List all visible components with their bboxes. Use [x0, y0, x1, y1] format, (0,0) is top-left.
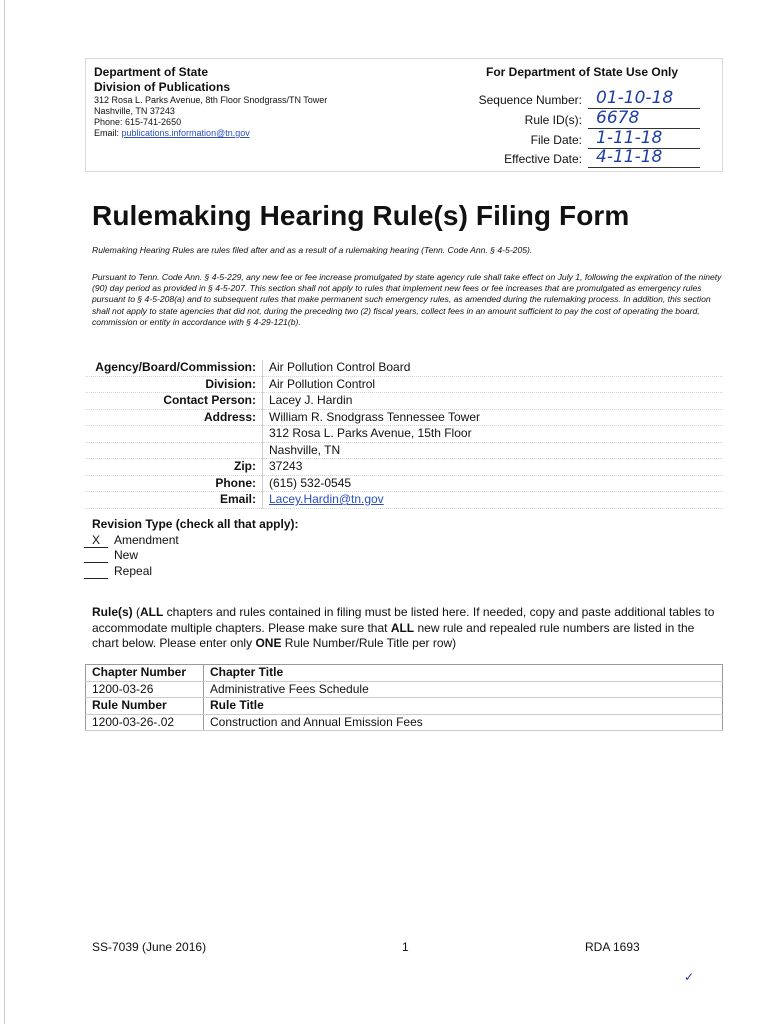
address-line1[interactable]: William R. Snodgrass Tennessee Tower — [269, 409, 480, 424]
rules-bold1: Rule(s) — [92, 605, 133, 619]
phone-value[interactable]: (615) 532-0545 — [269, 475, 352, 490]
dept-phone: Phone: 615-741-2650 — [94, 117, 182, 127]
form-id: SS-7039 (June 2016) — [92, 940, 207, 954]
email-link[interactable]: Lacey.Hardin@tn.gov — [269, 492, 384, 506]
zip-row — [85, 459, 723, 476]
division-label: Division: — [85, 376, 263, 393]
chapter-row — [86, 681, 723, 698]
contact-row — [85, 393, 723, 410]
amendment-label: Amendment — [114, 532, 179, 547]
contact-value[interactable]: Lacey J. Hardin — [269, 393, 353, 407]
check-mark-icon: ✓ — [684, 970, 695, 984]
email-cell — [263, 492, 724, 509]
address-row-3 — [85, 442, 723, 459]
dept-email-link[interactable]: publications.information@tn.gov — [121, 128, 250, 138]
rules-text1: ( — [132, 605, 141, 619]
agency-label: Agency/Board/Commission: — [85, 360, 263, 376]
phone-label: Phone: — [85, 475, 263, 492]
header-box — [85, 58, 723, 172]
address-spacer-2 — [85, 442, 263, 459]
rda-number: RDA 1693 — [585, 940, 640, 954]
rule-number-header: Rule Number — [86, 698, 204, 715]
new-mark[interactable] — [84, 548, 108, 563]
new-label: New — [114, 548, 139, 562]
amendment-mark[interactable]: X — [84, 533, 108, 548]
dept-address1: 312 Rosa L. Parks Avenue, 8th Floor Snodgrass/TN Tower — [94, 95, 328, 105]
zip-value[interactable]: 37243 — [269, 459, 303, 473]
rules-bold2: ALL — [140, 605, 164, 619]
dept-address2: Nashville, TN 37243 — [94, 106, 175, 116]
rule-number[interactable]: 1200-03-26-.02 — [86, 714, 204, 731]
rule-row — [86, 714, 723, 731]
rules-bold3: ALL — [390, 620, 415, 635]
page-edge — [4, 0, 5, 1024]
email-label: Email: — [85, 492, 263, 509]
sequence-number-row — [450, 89, 700, 109]
agency-table — [85, 360, 723, 509]
rule-header-row — [86, 698, 723, 715]
agency-row — [85, 360, 723, 376]
effective-date-value[interactable]: 4-11-18 — [588, 147, 700, 168]
address-line3[interactable]: Nashville, TN — [269, 442, 341, 457]
form-title: Rulemaking Hearing Rule(s) Filing Form — [92, 200, 630, 231]
chapter-title-header: Chapter Title — [204, 665, 723, 682]
rules-bold4: ONE — [255, 636, 282, 650]
dept-email-row — [94, 128, 327, 139]
effective-date-label: Effective Date: — [504, 152, 582, 166]
address-spacer — [85, 426, 263, 443]
pursuant-paragraph: Pursuant to Tenn. Code Ann. § 4-5-229, any new fee or fee increase promulgated by state agency rule shall take effect on July 1, following the expiration of the ninety (90) day period as provided in § 4-5-207. This section shall not apply to rules that implement new fees or fee increases that are promulgated as emergency rules pursuant to § 4-5-208(a) and to subsequent rules that make permanent such emergency rules, as amended during the rulemaking process. In addition, this section shall not apply to state agencies that did not, during the preceding two (2) fiscal years, collect fees in an amount sufficient to pay the cost of operating the board, commission or entity in accordance with § 4-29-121(b). — [92, 272, 722, 327]
file-date-value[interactable]: 1-11-18 — [588, 128, 700, 149]
dept-email-label: Email: — [94, 128, 122, 138]
rule-id-row — [450, 109, 700, 129]
dept-name: Department of State — [94, 65, 209, 79]
division-row — [85, 376, 723, 393]
address-row — [85, 409, 723, 426]
revision-type-section — [92, 517, 299, 579]
chapter-number-header: Chapter Number — [86, 665, 204, 682]
email-row — [85, 492, 723, 509]
page-number: 1 — [402, 940, 409, 954]
repeal-label: Repeal — [114, 563, 153, 578]
revision-option-amendment[interactable] — [92, 533, 299, 549]
rules-text2: chapters and rules contained in filing must be listed here. If needed, copy and paste additional tables to accommodate multiple chapters. Please make sure that — [92, 605, 715, 635]
rule-title-header: Rule Title — [204, 698, 723, 715]
address-label: Address: — [85, 409, 263, 426]
repeal-mark[interactable] — [84, 564, 108, 579]
chapter-title[interactable]: Administrative Fees Schedule — [204, 681, 723, 698]
effective-date-row — [450, 148, 700, 168]
sequence-number-value[interactable]: 01-10-18 — [588, 88, 700, 109]
revision-option-new[interactable] — [92, 548, 299, 564]
rules-text3: new rule and repealed rule numbers are listed in the chart below. Please enter only — [92, 620, 695, 650]
file-date-label: File Date: — [530, 133, 582, 147]
sequence-number-label: Sequence Number: — [478, 93, 582, 107]
phone-row — [85, 475, 723, 492]
department-block — [94, 65, 327, 139]
revision-option-repeal[interactable] — [92, 564, 299, 580]
address-row-2 — [85, 426, 723, 443]
rules-instructions — [92, 605, 722, 652]
chapter-header-row — [86, 665, 723, 682]
rule-id-value[interactable]: 6678 — [588, 108, 700, 129]
revision-heading: Revision Type (check all that apply): — [92, 517, 299, 531]
state-use-title: For Department of State Use Only — [486, 65, 679, 79]
file-date-row — [450, 129, 700, 149]
division-name: Division of Publications — [94, 80, 231, 94]
rule-table — [85, 664, 723, 731]
rule-id-label: Rule ID(s): — [524, 113, 582, 127]
chapter-number[interactable]: 1200-03-26 — [86, 681, 204, 698]
rules-text4: Rule Number/Rule Title per row) — [281, 636, 457, 650]
zip-label: Zip: — [85, 459, 263, 476]
contact-label: Contact Person: — [85, 393, 263, 410]
rule-title[interactable]: Construction and Annual Emission Fees — [204, 714, 723, 731]
form-subtitle: Rulemaking Hearing Rules are rules filed after and as a result of a rulemaking hearing (Tenn. Code Ann. § 4-5-205). — [92, 245, 533, 255]
division-value[interactable]: Air Pollution Control — [269, 376, 376, 391]
address-line2[interactable]: 312 Rosa L. Parks Avenue, 15th Floor — [269, 426, 472, 440]
agency-value[interactable]: Air Pollution Control Board — [269, 360, 411, 374]
